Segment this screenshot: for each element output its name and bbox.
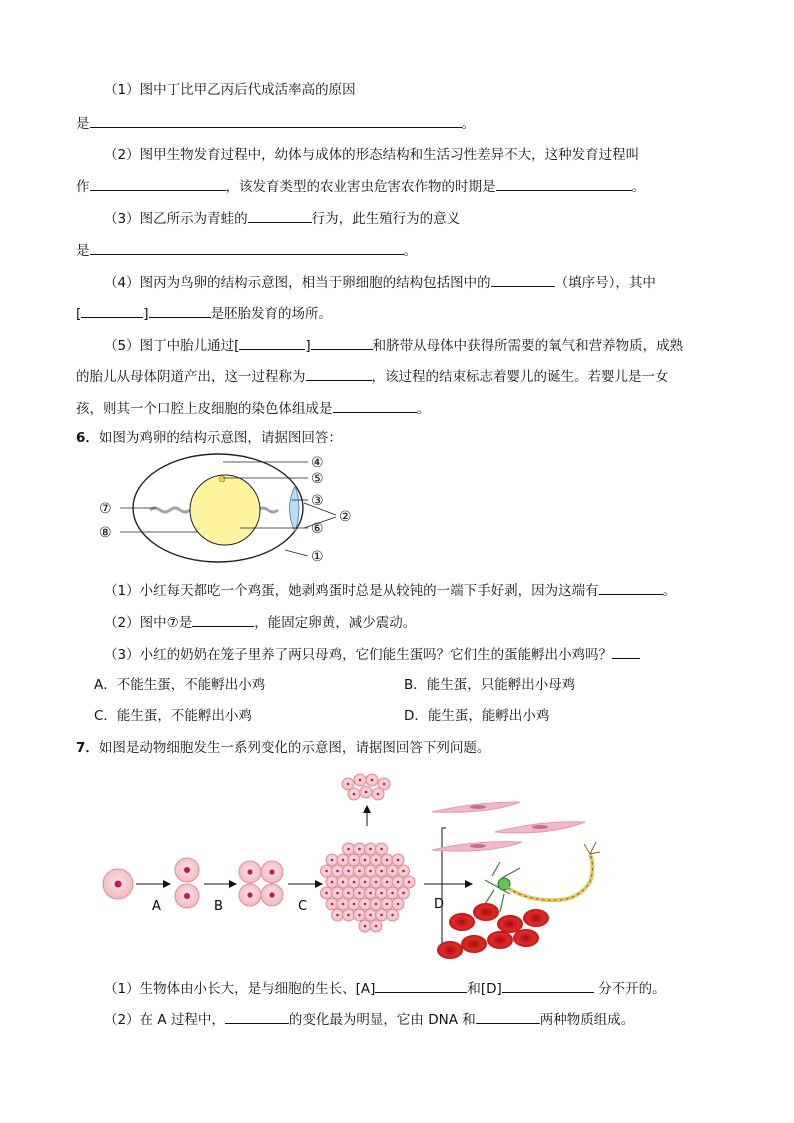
q6-sub1: （1）小红每天都吃一个鸡蛋，她剥鸡蛋时总是从较钝的一端下手好剥，因为这端有 。 xyxy=(104,580,676,601)
nucleus xyxy=(371,779,374,782)
q6-sub2: （2）图中⑦是 ，能固定卵黄，减少震动。 xyxy=(104,612,416,633)
nucleus xyxy=(358,848,361,851)
cell-mass xyxy=(321,843,416,932)
nucleus xyxy=(336,870,339,873)
answer-blank[interactable] xyxy=(225,1009,289,1024)
step-b: B xyxy=(214,899,223,914)
step-a: A xyxy=(152,899,161,914)
nucleus xyxy=(347,914,350,917)
nucleus xyxy=(359,779,362,782)
q5-line9: （5）图丁中胎儿通过[ ] 和脐带从母体中获得所需要的氧气和营养物质，成熟 xyxy=(104,335,683,356)
q5-line1: （1）图中丁比甲乙丙后代成活率高的原因 xyxy=(104,82,356,98)
answer-blank[interactable] xyxy=(90,176,226,191)
answer-blank[interactable] xyxy=(599,580,663,595)
nucleus xyxy=(347,783,350,786)
nucleus xyxy=(347,848,350,851)
q6-stem: 6．如图为鸡卵的结构示意图，请据图回答： xyxy=(76,430,342,446)
nucleus xyxy=(397,881,400,884)
label-2: ② xyxy=(339,509,352,525)
nucleus xyxy=(347,892,350,895)
answer-blank[interactable] xyxy=(496,176,632,191)
germinal-disc xyxy=(219,476,225,482)
nucleus xyxy=(365,791,368,794)
nucleus xyxy=(408,881,411,884)
nucleus xyxy=(386,859,389,862)
answer-blank[interactable] xyxy=(476,1009,540,1024)
nucleus xyxy=(325,870,328,873)
nucleus xyxy=(342,881,345,884)
nucleus xyxy=(391,892,394,895)
nucleus xyxy=(402,892,405,895)
step-c: C xyxy=(298,899,308,914)
nucleus xyxy=(353,793,356,796)
answer-blank[interactable] xyxy=(81,303,143,318)
two-cells xyxy=(175,858,199,908)
red-blood-cell xyxy=(487,931,513,949)
answer-blank[interactable] xyxy=(90,113,462,128)
q6-sub3: （3）小红的奶奶在笼子里养了两只母鸡，它们能生蛋吗？它们生的蛋能孵出小鸡吗？ xyxy=(104,644,640,665)
nucleus xyxy=(375,925,378,928)
nucleus xyxy=(342,859,345,862)
nucleus xyxy=(325,892,328,895)
label-7: ⑦ xyxy=(99,501,112,517)
nucleus xyxy=(375,859,378,862)
q7-stem: 7．如图是动物细胞发生一系列变化的示意图，请据图回答下列问题。 xyxy=(76,740,491,756)
tissue-cluster xyxy=(342,774,390,800)
nucleus xyxy=(364,903,367,906)
answer-blank[interactable] xyxy=(502,978,594,993)
answer-blank[interactable] xyxy=(90,240,404,255)
answer-blank[interactable] xyxy=(248,208,312,223)
red-blood-cell xyxy=(449,913,475,931)
label-5: ⑤ xyxy=(311,471,324,487)
nucleus xyxy=(353,903,356,906)
nucleus xyxy=(391,870,394,873)
label-6: ⑥ xyxy=(311,521,324,537)
answer-blank[interactable] xyxy=(612,644,640,659)
nucleus xyxy=(364,925,367,928)
red-blood-cells xyxy=(437,903,549,959)
nucleus xyxy=(375,903,378,906)
nucleus xyxy=(364,859,367,862)
nucleus xyxy=(347,870,350,873)
nucleus xyxy=(369,870,372,873)
answer-blank[interactable] xyxy=(333,398,417,413)
q7-sub2: （2）在 A 过程中， 的变化最为明显，它由 DNA 和 两种物质组成。 xyxy=(104,1009,634,1030)
nucleus xyxy=(386,881,389,884)
nucleus xyxy=(331,903,334,906)
nucleus xyxy=(369,914,372,917)
q6-option-a[interactable]: A．不能生蛋，不能孵出小鸡 xyxy=(94,677,266,693)
q5-line10: 的胎儿从母体阴道产出，这一过程称为 ，该过程的结束标志着婴儿的诞生。若婴儿是一女 xyxy=(76,366,669,387)
answer-blank[interactable] xyxy=(306,366,372,381)
nucleus xyxy=(380,892,383,895)
answer-blank[interactable] xyxy=(375,978,467,993)
nucleus xyxy=(380,870,383,873)
nucleus xyxy=(397,859,400,862)
answer-blank[interactable] xyxy=(239,335,305,350)
q6-option-d[interactable]: D．能生蛋，能孵出小鸡 xyxy=(404,708,550,724)
red-blood-cell xyxy=(497,915,523,933)
nucleus xyxy=(380,914,383,917)
label-8: ⑧ xyxy=(99,525,112,541)
q5-line11: 孩，则其一个口腔上皮细胞的染色体组成是 。 xyxy=(76,398,430,419)
single-cell xyxy=(103,869,133,899)
nucleus xyxy=(375,881,378,884)
answer-blank[interactable] xyxy=(149,303,211,318)
nucleus xyxy=(353,859,356,862)
red-blood-cell xyxy=(513,929,539,947)
q7-sub1: （1）生物体由小长大，是与细胞的生长、[A] 和[D] 分不开的。 xyxy=(104,978,666,999)
label-1: ① xyxy=(311,549,324,565)
nucleus xyxy=(353,881,356,884)
label-3: ③ xyxy=(311,493,324,509)
nucleus xyxy=(369,892,372,895)
yolk xyxy=(190,475,260,545)
q5-line2: 是 。 xyxy=(76,113,475,134)
neuron xyxy=(485,842,600,912)
q6-option-b[interactable]: B．能生蛋，只能孵出小母鸡 xyxy=(404,677,576,693)
cell-division-diagram xyxy=(90,772,710,972)
egg-diagram xyxy=(90,448,370,572)
step-d: D xyxy=(434,897,445,912)
nucleus xyxy=(377,793,380,796)
answer-blank[interactable] xyxy=(192,612,254,627)
four-cells xyxy=(239,861,283,906)
nucleus xyxy=(342,903,345,906)
answer-blank[interactable] xyxy=(491,272,555,287)
nucleus xyxy=(380,848,383,851)
q5-line5: （3）图乙所示为青蛙的 行为，此生殖行为的意义 xyxy=(104,208,460,229)
muscle-cells xyxy=(432,802,585,851)
q5-line7: （4）图丙为鸟卵的结构示意图，相当于卵细胞的结构包括图中的 （填序号），其中 xyxy=(104,272,656,293)
nucleus xyxy=(358,892,361,895)
nucleus xyxy=(391,914,394,917)
q5-line6: 是 。 xyxy=(76,240,417,261)
nucleus xyxy=(402,870,405,873)
nucleus xyxy=(336,892,339,895)
nucleus xyxy=(336,914,339,917)
nucleus xyxy=(331,859,334,862)
nucleus xyxy=(369,848,372,851)
bracket xyxy=(442,828,446,944)
nucleus xyxy=(397,903,400,906)
nucleus xyxy=(331,881,334,884)
answer-blank[interactable] xyxy=(311,335,373,350)
nucleus xyxy=(364,881,367,884)
nucleus xyxy=(383,783,386,786)
red-blood-cell xyxy=(461,935,487,953)
nucleus xyxy=(358,914,361,917)
red-blood-cell xyxy=(523,909,549,927)
label-4: ④ xyxy=(311,455,324,471)
red-blood-cell xyxy=(437,941,463,959)
nucleus xyxy=(386,903,389,906)
red-blood-cell xyxy=(473,903,499,921)
nucleus xyxy=(358,870,361,873)
q5-line4: 作 ，该发育类型的农业害虫危害农作物的时期是 。 xyxy=(76,176,645,197)
q5-line3: （2）图甲生物发育过程中，幼体与成体的形态结构和生活习性差异不大，这种发育过程叫 xyxy=(104,147,640,163)
q6-option-c[interactable]: C．能生蛋，不能孵出小鸡 xyxy=(94,708,252,724)
q5-line8: [ ] 是胚胎发育的场所。 xyxy=(76,303,332,324)
